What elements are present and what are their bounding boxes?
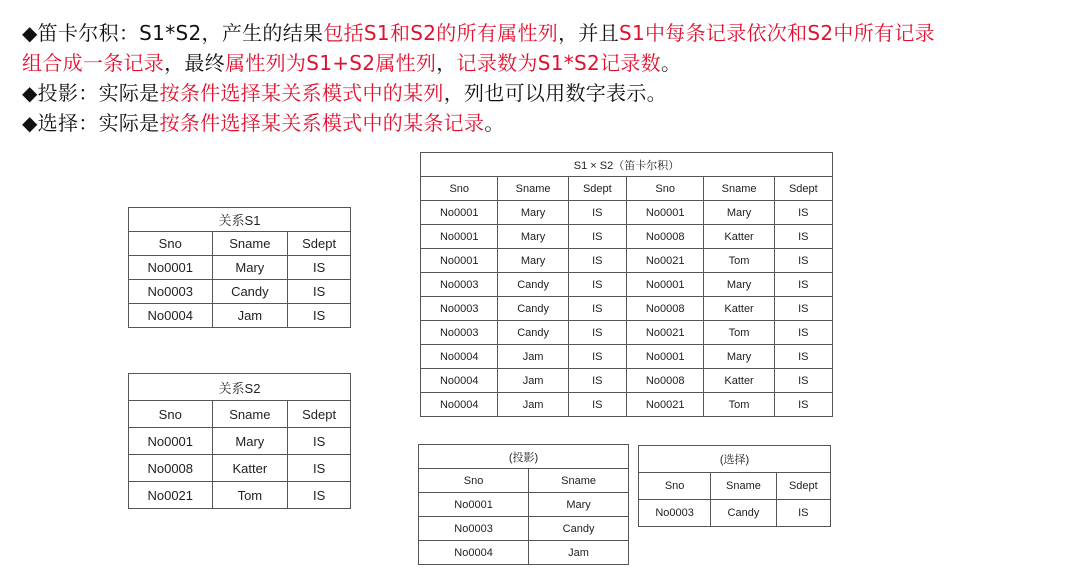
table-cell: IS: [288, 455, 351, 482]
table-row: [421, 345, 833, 369]
table-row: [421, 225, 833, 249]
table-cell: No0008: [626, 225, 703, 249]
table-cell: Candy: [498, 321, 568, 345]
table-cell: No0003: [129, 280, 213, 304]
table-cell: No0001: [626, 201, 703, 225]
table-cell: No0004: [421, 345, 498, 369]
table-cell: Mary: [498, 225, 568, 249]
table-cell: No0001: [421, 249, 498, 273]
table-row: [129, 455, 351, 482]
table-row: [129, 280, 351, 304]
body-text: ，并且: [558, 21, 619, 45]
table-row: [419, 493, 629, 517]
table-row: [129, 256, 351, 280]
table-cell: No0003: [421, 321, 498, 345]
table-cell: IS: [774, 321, 832, 345]
table-cell: Candy: [711, 500, 776, 527]
column-header: Sname: [711, 473, 776, 500]
column-header: Sname: [704, 177, 774, 201]
table-cell: Mary: [212, 428, 288, 455]
table-cell: IS: [774, 225, 832, 249]
table-cell: Jam: [212, 304, 288, 328]
table-cell: No0021: [626, 249, 703, 273]
table-row: [421, 321, 833, 345]
table-cell: Mary: [212, 256, 288, 280]
table-row: [129, 428, 351, 455]
table-row: [421, 393, 833, 417]
table-caption: (选择): [639, 446, 831, 473]
table-cell: No0001: [421, 201, 498, 225]
table-row: [421, 297, 833, 321]
column-header: Sno: [639, 473, 711, 500]
table-row: [421, 273, 833, 297]
table-cell: No0021: [626, 321, 703, 345]
cartesian-product-table: [420, 152, 833, 417]
table-cell: IS: [568, 393, 626, 417]
table-cell: IS: [288, 280, 351, 304]
table-cell: No0003: [419, 517, 529, 541]
table-cell: IS: [568, 273, 626, 297]
table-cell: IS: [774, 369, 832, 393]
bullet-line: [22, 108, 1062, 138]
table-cell: IS: [774, 297, 832, 321]
column-header: Sno: [626, 177, 703, 201]
table-cell: IS: [288, 256, 351, 280]
table-cell: Jam: [498, 369, 568, 393]
table-cell: No0021: [129, 482, 213, 509]
table-caption: 关系S2: [129, 374, 351, 401]
header-row: [639, 473, 831, 500]
table-cell: Mary: [704, 201, 774, 225]
table-cell: No0004: [421, 369, 498, 393]
table-cell: No0003: [421, 273, 498, 297]
table-cell: IS: [568, 201, 626, 225]
highlight-text: 按条件选择某关系模式中的某列: [159, 81, 444, 105]
table-cell: Jam: [498, 393, 568, 417]
table-cell: IS: [774, 201, 832, 225]
table-cell: Jam: [498, 345, 568, 369]
column-header: Sname: [498, 177, 568, 201]
table-cell: No0008: [626, 369, 703, 393]
body-text: 。: [484, 111, 505, 135]
selection-table: [638, 445, 831, 527]
table-cell: Tom: [704, 321, 774, 345]
highlight-text: 包括S1和S2的所有属性列: [323, 21, 559, 45]
table-cell: Mary: [704, 345, 774, 369]
column-header: Sdept: [776, 473, 830, 500]
table-cell: Candy: [498, 273, 568, 297]
table-cell: Mary: [498, 201, 568, 225]
table-cell: IS: [774, 345, 832, 369]
table-cell: No0004: [421, 393, 498, 417]
table-cell: No0003: [421, 297, 498, 321]
table-cell: Candy: [529, 517, 629, 541]
highlight-text: 记录数为S1*S2记录数: [456, 51, 661, 75]
table-cell: Mary: [704, 273, 774, 297]
table-cell: No0004: [129, 304, 213, 328]
table-cell: No0008: [626, 297, 703, 321]
bullet-line: [22, 18, 1062, 48]
table-cell: No0001: [419, 493, 529, 517]
table-row: [421, 201, 833, 225]
table-caption: S1 × S2（笛卡尔积）: [421, 153, 833, 177]
table-cell: Katter: [704, 369, 774, 393]
table-row: [639, 500, 831, 527]
table-cell: IS: [774, 273, 832, 297]
relation-s1-table: [128, 207, 351, 328]
table-cell: No0001: [626, 273, 703, 297]
table-cell: IS: [776, 500, 830, 527]
table-cell: Mary: [529, 493, 629, 517]
bullet-line: [22, 78, 1062, 108]
table-cell: Katter: [704, 225, 774, 249]
table-cell: Mary: [498, 249, 568, 273]
body-text: ，列也可以用数字表示。: [443, 81, 667, 105]
table-row: [421, 369, 833, 393]
table-cell: Katter: [212, 455, 288, 482]
column-header: Sdept: [288, 401, 351, 428]
table-cell: Tom: [212, 482, 288, 509]
table-cell: IS: [568, 297, 626, 321]
body-text: ，: [436, 51, 457, 75]
table-row: [129, 482, 351, 509]
bullet-list: [22, 18, 1062, 138]
highlight-text: S1中每条记录依次和S2中所有记录: [618, 21, 935, 45]
column-header: Sdept: [774, 177, 832, 201]
table-cell: IS: [568, 249, 626, 273]
table-cell: IS: [568, 225, 626, 249]
table-cell: IS: [774, 393, 832, 417]
highlight-text: 组合成一条记录: [22, 51, 165, 75]
table-cell: IS: [288, 304, 351, 328]
table-cell: Tom: [704, 393, 774, 417]
projection-table: [418, 444, 629, 565]
table-cell: No0001: [129, 256, 213, 280]
body-text: ◆笛卡尔积：S1*S2，产生的结果: [22, 21, 324, 45]
highlight-text: 属性列为S1+S2属性列: [225, 51, 437, 75]
table-cell: IS: [288, 428, 351, 455]
table-cell: No0001: [626, 345, 703, 369]
table-cell: Candy: [212, 280, 288, 304]
table-cell: No0001: [421, 225, 498, 249]
column-header: Sdept: [568, 177, 626, 201]
table-cell: No0021: [626, 393, 703, 417]
table-cell: Tom: [704, 249, 774, 273]
table-cell: No0008: [129, 455, 213, 482]
table-cell: IS: [568, 369, 626, 393]
table-cell: IS: [568, 345, 626, 369]
column-header: Sno: [129, 232, 213, 256]
column-header: Sname: [212, 232, 288, 256]
header-row: [129, 232, 351, 256]
table-cell: Jam: [529, 541, 629, 565]
column-header: Sdept: [288, 232, 351, 256]
table-cell: Candy: [498, 297, 568, 321]
table-cell: IS: [568, 321, 626, 345]
table-cell: IS: [288, 482, 351, 509]
column-header: Sname: [212, 401, 288, 428]
body-text: ，最终: [164, 51, 226, 75]
body-text: 。: [660, 51, 682, 75]
table-cell: No0003: [639, 500, 711, 527]
column-header: Sname: [529, 469, 629, 493]
header-row: [421, 177, 833, 201]
header-row: [129, 401, 351, 428]
table-cell: Katter: [704, 297, 774, 321]
column-header: Sno: [129, 401, 213, 428]
body-text: ◆选择：实际是: [22, 111, 160, 135]
table-cell: IS: [774, 249, 832, 273]
header-row: [419, 469, 629, 493]
column-header: Sno: [421, 177, 498, 201]
table-caption: 关系S1: [129, 208, 351, 232]
table-row: [421, 249, 833, 273]
table-row: [419, 541, 629, 565]
column-header: Sno: [419, 469, 529, 493]
table-row: [129, 304, 351, 328]
table-caption: (投影): [419, 445, 629, 469]
relation-s2-table: [128, 373, 351, 509]
highlight-text: 按条件选择某关系模式中的某条记录: [159, 111, 485, 135]
bullet-line: [22, 48, 1062, 78]
table-row: [419, 517, 629, 541]
table-cell: No0001: [129, 428, 213, 455]
table-cell: No0004: [419, 541, 529, 565]
body-text: ◆投影：实际是: [22, 81, 160, 105]
